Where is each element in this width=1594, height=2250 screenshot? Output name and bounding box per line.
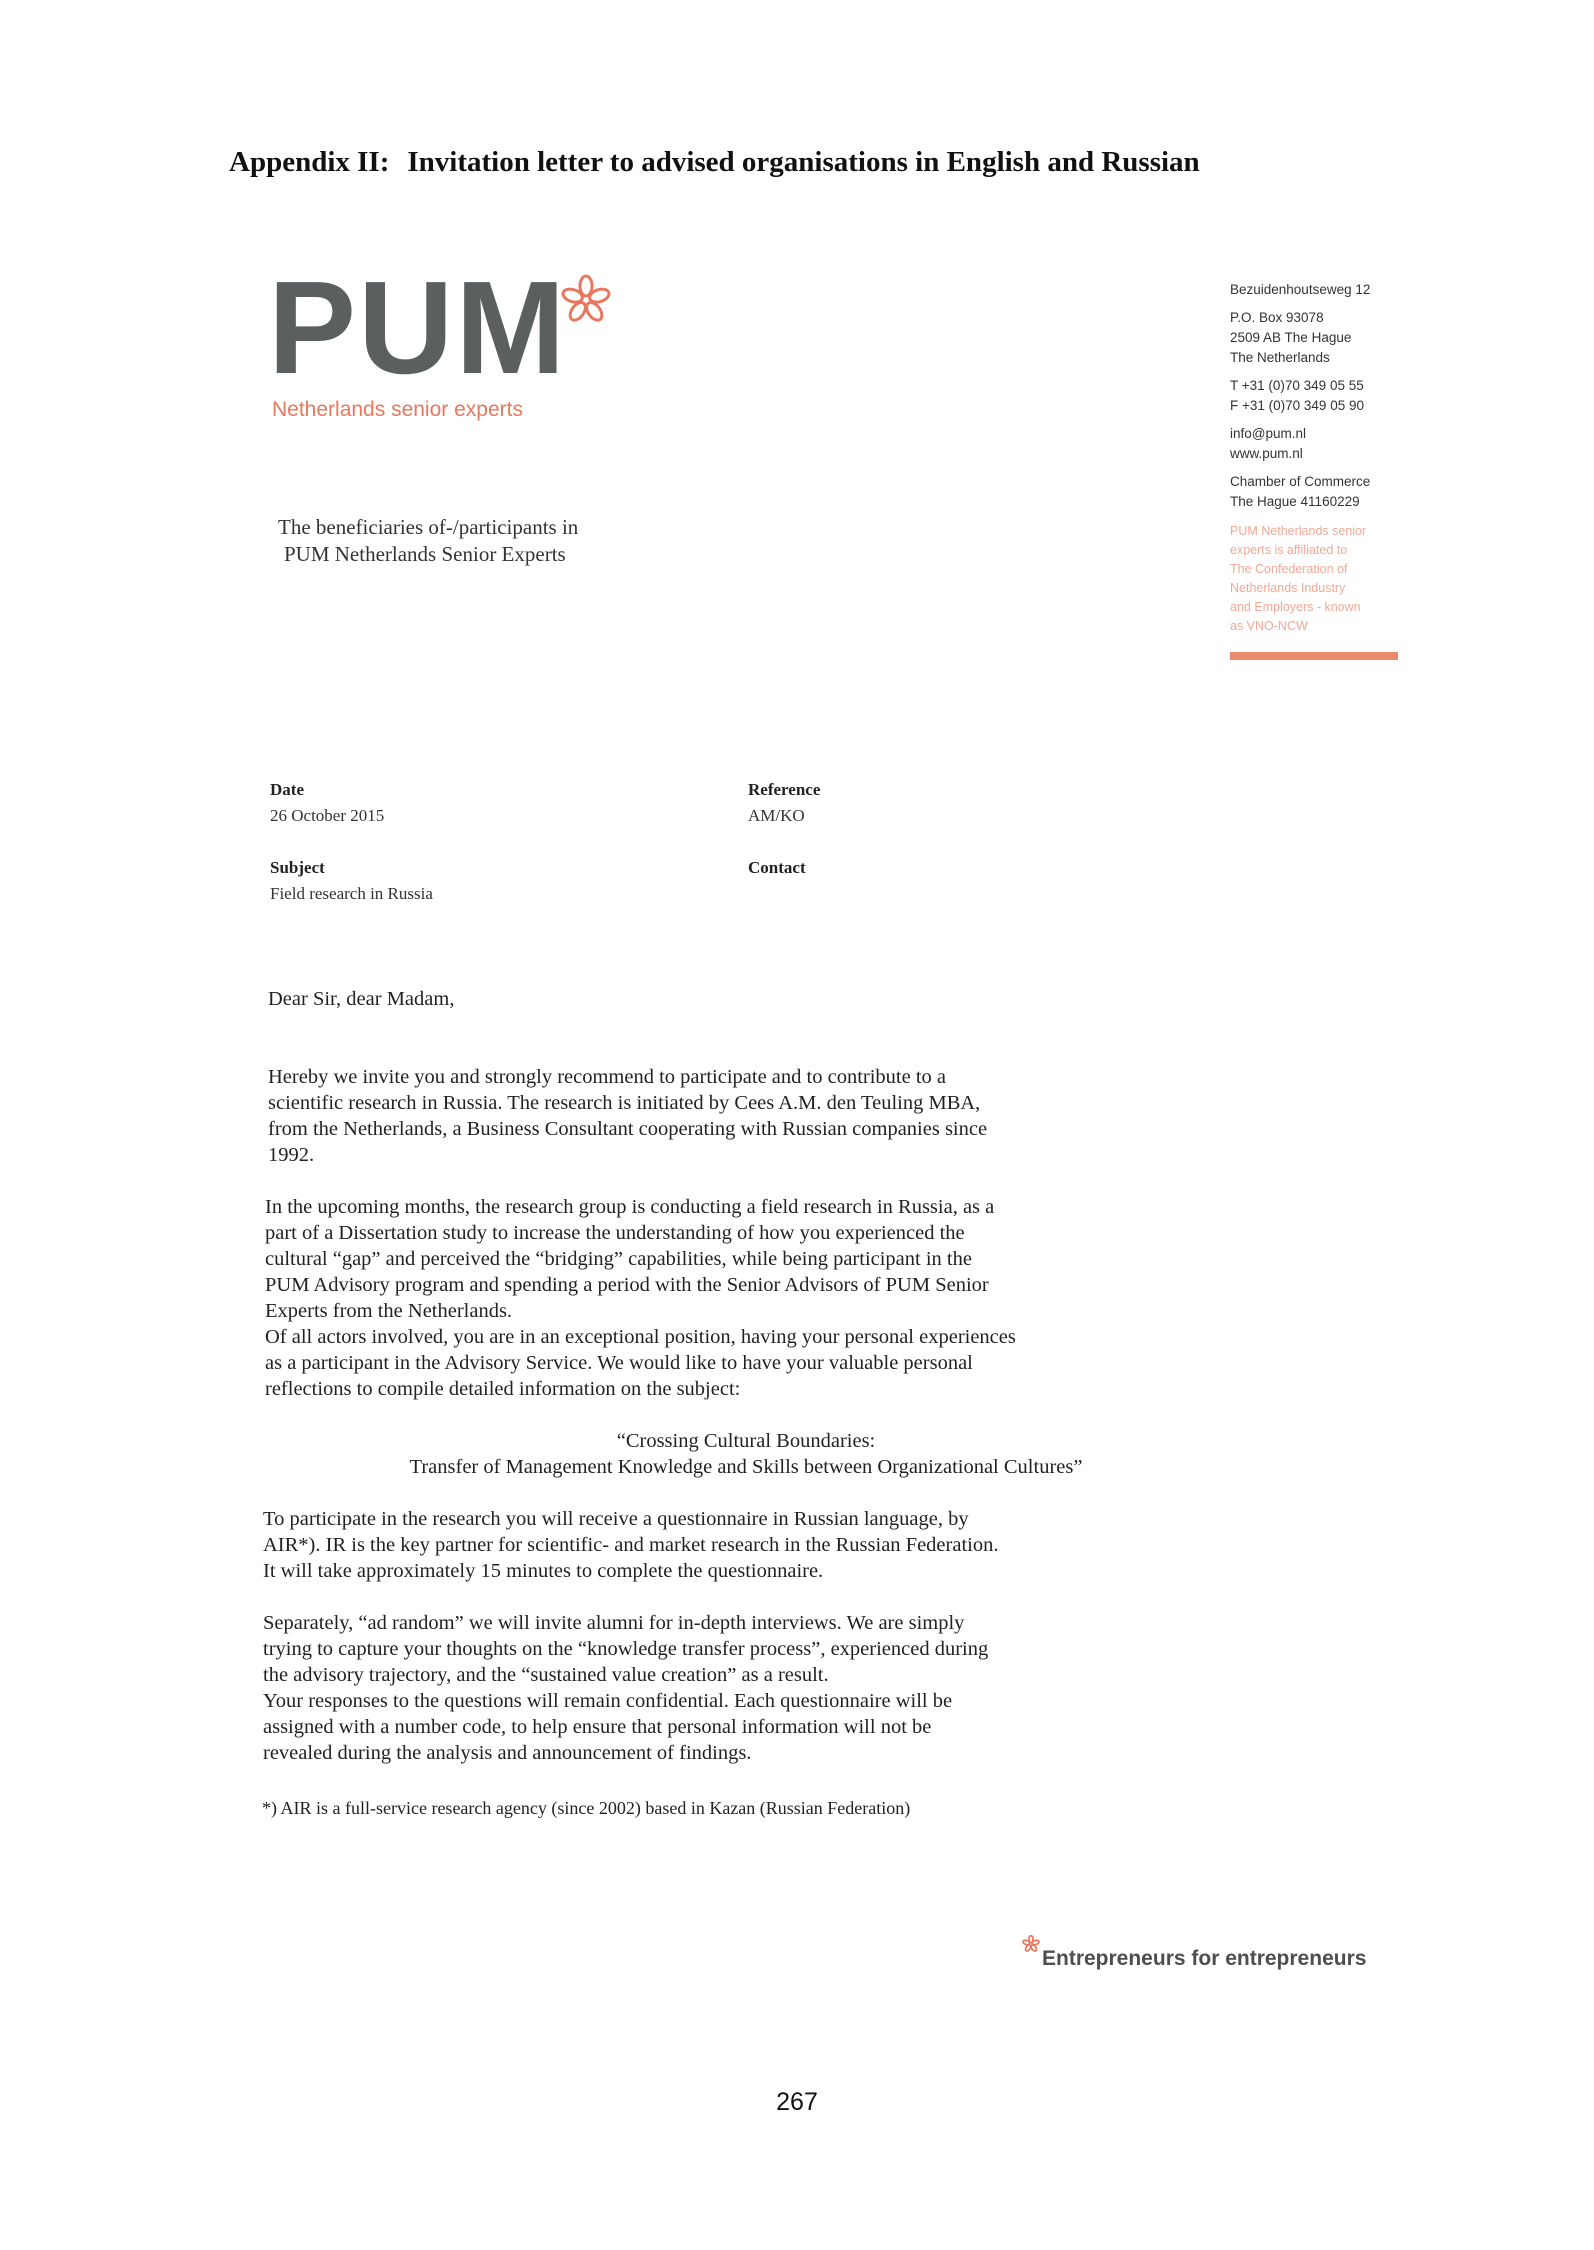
paragraph-invitation: Hereby we invite you and strongly recommend to participate and to contribute to a scientific research in Russia. The research is initiated by Cees A.M. den Teuling MBA, from the Netherlands, a Business Consultant cooperating with Russian companies since 1992. (268, 1066, 988, 1166)
date-value: 26 October 2015 (270, 806, 385, 825)
appendix-title: Invitation letter to advised organisations in English and Russian (407, 146, 1200, 178)
address-phone: T +31 (0)70 349 05 55 (1230, 378, 1364, 393)
asterisk-flower-icon (560, 274, 612, 326)
subject-field (270, 858, 433, 904)
logo-wordmark: PUM (268, 254, 568, 401)
address-email: info@pum.nl (1230, 426, 1306, 441)
address-coc-line2: The Hague 41160229 (1230, 494, 1360, 509)
contact-field (748, 858, 806, 878)
date-label: Date (270, 780, 304, 799)
paragraph-research: In the upcoming months, the research group is conducting a field research in Russia, as a part of a Dissertation study to increase the understanding of how you experienced the cultural “gap” and perceived the “bridging” capabilities, while being participant in the PUM Advisory program and spending a period with the Senior Advisors of PUM Senior Experts from the Netherlands. Of all actors involved, you are in an exceptional position, having your personal experiences as a participant in the Advisory Service. We would like to have your valuable personal reflections to compile detailed information on the subject: (265, 1196, 1016, 1400)
address-fax: F +31 (0)70 349 05 90 (1230, 398, 1364, 413)
appendix-heading (229, 146, 1200, 179)
address-country: The Netherlands (1230, 350, 1330, 365)
page-number: 267 (776, 2088, 818, 2116)
paragraph-questionnaire: To participate in the research you will receive a questionnaire in Russian language, by AIR*). IR is the key partner for scientific- and market research in the Russian Federation. It will take approximately 15 minutes to complete the questionnaire. (263, 1508, 999, 1582)
date-field (270, 780, 384, 826)
accent-divider (1230, 652, 1398, 660)
subject-value: Field research in Russia (270, 884, 433, 903)
research-title-quote: “Crossing Cultural Boundaries: Transfer of Management Knowledge and Skills between Organizational Cultures” (409, 1430, 1083, 1478)
contact-label: Contact (748, 858, 806, 877)
logo-subtitle: Netherlands senior experts (272, 398, 523, 421)
address-web: www.pum.nl (1230, 446, 1303, 461)
address-coc-line1: Chamber of Commerce (1230, 474, 1371, 489)
subject-label: Subject (270, 858, 325, 877)
tagline (1022, 1935, 1366, 1971)
salutation: Dear Sir, dear Madam, (268, 988, 455, 1010)
address-street: Bezuidenhoutseweg 12 (1230, 282, 1371, 297)
address-city: 2509 AB The Hague (1230, 330, 1352, 345)
paragraph-interviews: Separately, “ad random” we will invite alumni for in-depth interviews. We are simply trying to capture your thoughts on the “knowledge transfer process”, experienced during the advisory trajectory, and the “sustained value creation” as a result. Your responses to the questions will remain confidential. Each questionnaire will be assigned with a number code, to help ensure that personal information will not be revealed during the analysis and announcement of findings. (263, 1612, 989, 1764)
reference-value: AM/KO (748, 806, 805, 825)
affiliation-note: PUM Netherlands senior experts is affiliated to The Confederation of Netherlands Industry and Employers - known as VNO-NCW (1230, 524, 1367, 633)
reference-label: Reference (748, 780, 821, 799)
asterisk-flower-icon (1022, 1935, 1040, 1953)
pum-logo (268, 254, 568, 422)
appendix-number: Appendix II: (229, 146, 390, 178)
reference-field (748, 780, 820, 826)
recipient-block: The beneficiaries of-/participants in PUM Netherlands Senior Experts (278, 515, 579, 566)
address-po-box: P.O. Box 93078 (1230, 310, 1324, 325)
footnote: *) AIR is a full-service research agency (since 2002) based in Kazan (Russian Federation) (262, 1798, 911, 1818)
tagline-text: Entrepreneurs for entrepreneurs (1042, 1947, 1367, 1970)
sender-address-block (1230, 280, 1398, 660)
